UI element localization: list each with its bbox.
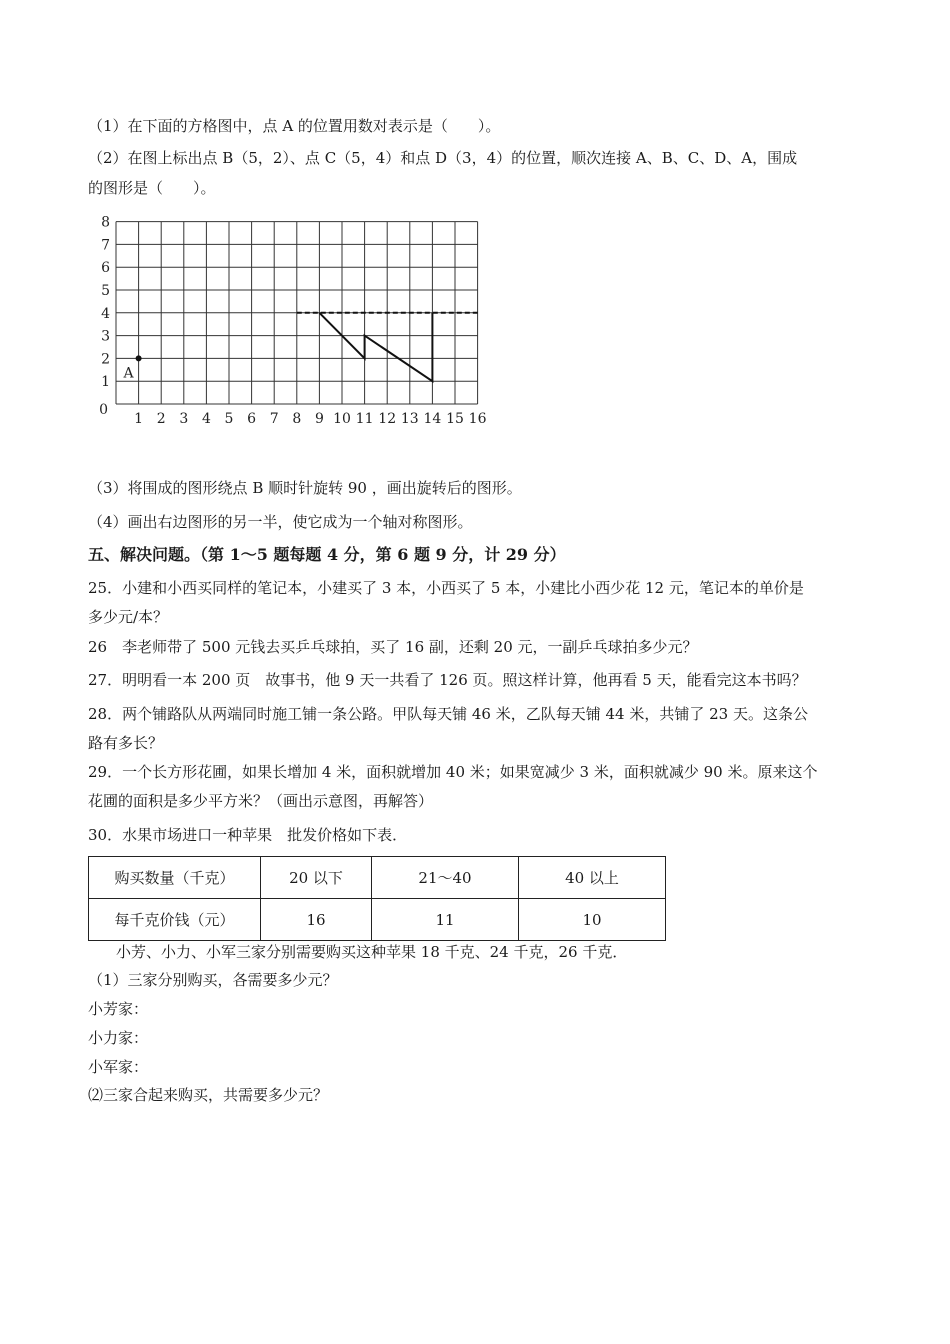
- table-cell: 11: [372, 899, 519, 941]
- price-table: [88, 856, 666, 941]
- answer-xiaoli: 小力家：: [88, 1029, 149, 1047]
- answer-xiaojun: 小军家：: [88, 1058, 149, 1076]
- question-30: 30．水果市场进口一种苹果 批发价格如下表．: [88, 826, 408, 844]
- x-tick-label: 1: [134, 411, 144, 427]
- table-cell: 21～40: [372, 857, 519, 899]
- question-29-line1: 29．一个长方形花圃，如果长增加 4 米，面积就增加 40 米；如果宽减少 3 米，面积就减少 90 米。原来这个: [88, 763, 818, 781]
- y-tick-label: 6: [101, 260, 110, 277]
- question-30-2: ⑵三家合起来购买，共需要多少元？: [88, 1086, 329, 1104]
- answer-xiaofang: 小芳家：: [88, 1000, 149, 1018]
- table-cell: 16: [261, 899, 372, 941]
- y-tick-label: 1: [101, 374, 110, 391]
- question-25-line1: 25．小建和小西买同样的笔记本，小建买了 3 本，小西买了 5 本，小建比小西少花 12 元，笔记本的单价是: [88, 579, 804, 597]
- point-a-dot: [136, 355, 142, 361]
- x-tick-label: 6: [247, 411, 257, 427]
- table-cell: 20 以下: [261, 857, 372, 899]
- x-tick-label: 13: [400, 411, 419, 427]
- x-tick-label: 4: [201, 411, 211, 427]
- x-tick-label: 14: [423, 411, 442, 427]
- half-figure-polyline: [319, 313, 432, 381]
- table-cell: 40 以上: [519, 857, 666, 899]
- x-tick-label: 16: [468, 411, 487, 427]
- question-25-line2: 多少元/本？: [88, 608, 169, 626]
- y-tick-label: 2: [101, 351, 110, 368]
- x-tick-label: 11: [355, 411, 374, 427]
- question-24-2-line1: （2）在图上标出点 B（5，2）、点 C（5，4）和点 D（3，4）的位置，顺次连接 A、B、C、D、A，围成: [88, 149, 798, 167]
- question-28-line2: 路有多长？: [88, 734, 164, 752]
- section-5-title: 五、解决问题。（第 1～5 题每题 4 分，第 6 题 9 分，计 29 分）: [88, 545, 566, 564]
- y-tick-label: 4: [101, 305, 110, 322]
- table-cell: 10: [519, 899, 666, 941]
- question-27: 27．明明看一本 200 页 故事书，他 9 天一共看了 126 页。照这样计算，他再看 5 天，能看完这本书吗？: [88, 671, 807, 689]
- x-tick-label: 5: [224, 411, 234, 427]
- question-28-line1: 28．两个铺路队从两端同时施工铺一条公路。甲队每天铺 46 米，乙队每天铺 44 米，共铺了 23 天。这条公: [88, 705, 808, 723]
- y-tick-label: 8: [101, 214, 110, 231]
- x-tick-label: 8: [292, 411, 302, 427]
- x-tick-label: 3: [179, 411, 189, 427]
- question-24-2-line2: 的图形是（ ）。: [88, 179, 216, 197]
- x-tick-label: 2: [156, 411, 166, 427]
- point-a-label: A: [123, 365, 134, 382]
- table-cell: 每千克价钱（元）: [89, 899, 261, 941]
- x-tick-label: 7: [269, 411, 279, 427]
- y-tick-label: 7: [101, 237, 110, 254]
- question-24-3: （3）将围成的图形绕点 B 顺时针旋转 90 ，画出旋转后的图形。: [88, 479, 522, 497]
- question-24-4: （4）画出右边图形的另一半，使它成为一个轴对称图形。: [88, 513, 473, 531]
- coordinate-grid: [96, 210, 496, 430]
- question-29-line2: 花圃的面积是多少平方米？（画出示意图，再解答）: [88, 792, 434, 810]
- x-tick-label: 10: [333, 411, 351, 427]
- table-row: [89, 857, 666, 899]
- table-row: [89, 899, 666, 941]
- question-24-1: （1）在下面的方格图中，点 A 的位置用数对表示是（ ）。: [88, 117, 501, 135]
- y-tick-label: 5: [101, 283, 110, 299]
- origin-label: 0: [99, 402, 108, 418]
- x-tick-label: 15: [446, 411, 464, 427]
- question-30-1: （1）三家分别购买，各需要多少元？: [88, 971, 338, 989]
- question-30-intro: 小芳、小力、小军三家分别需要购买这种苹果 18 千克、24 千克，26 千克．: [116, 943, 628, 961]
- x-tick-label: 12: [378, 411, 397, 427]
- y-tick-label: 3: [101, 328, 110, 345]
- x-tick-label: 9: [314, 411, 324, 427]
- table-cell: 购买数量（千克）: [89, 857, 261, 899]
- question-26: 26 李老师带了 500 元钱去买乒乓球拍，买了 16 副，还剩 20 元，一副乒乓球拍多少元？: [88, 638, 698, 656]
